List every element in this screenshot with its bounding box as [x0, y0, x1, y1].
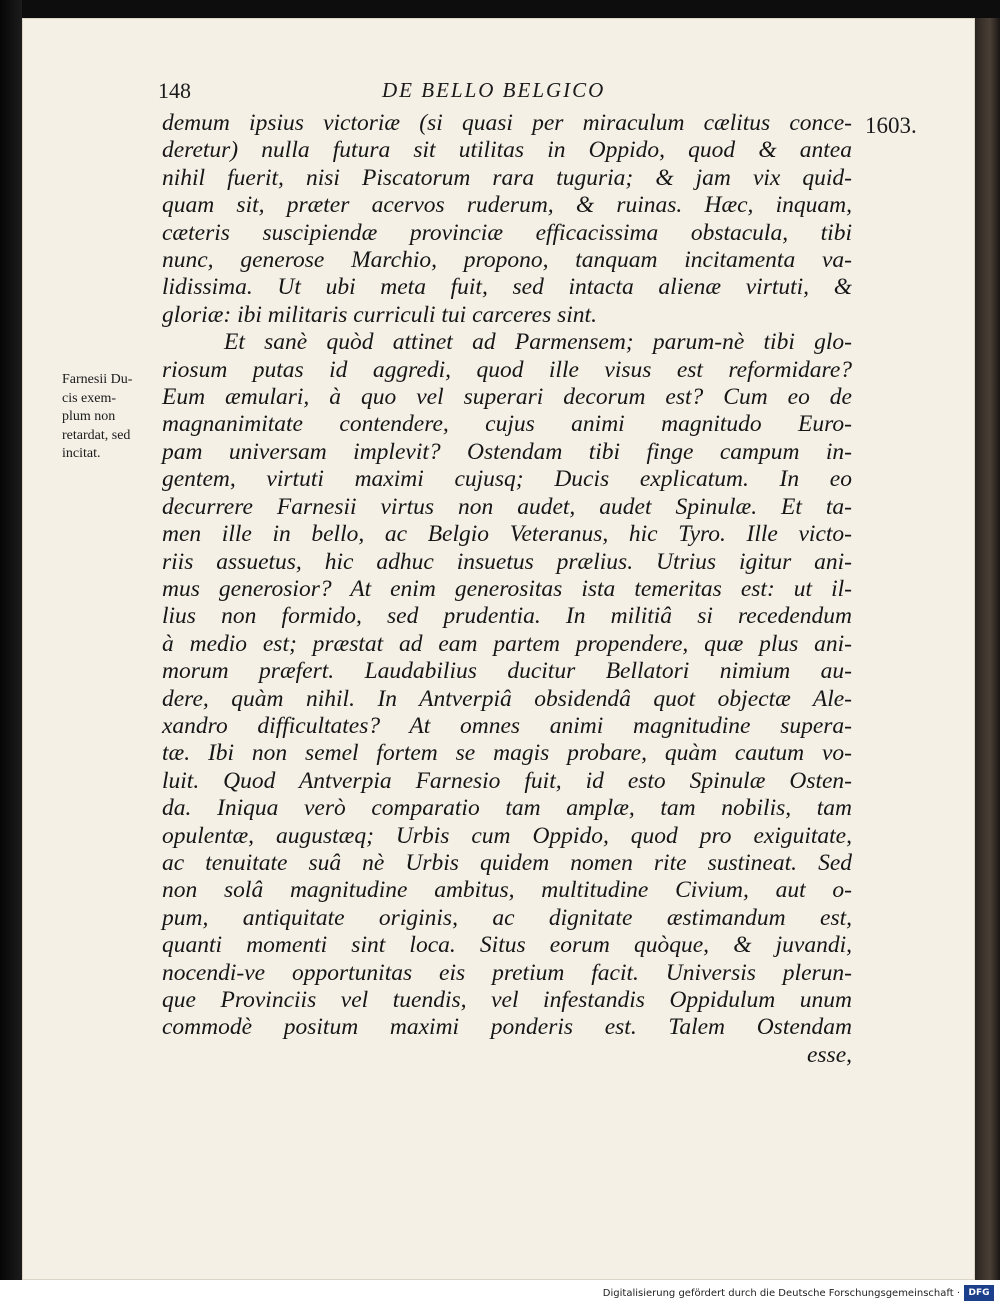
text-line: dere, quàm nihil. In Antverpiâ obsidendâ quot objectæ Ale-	[162, 685, 852, 712]
marginal-note-line: incitat.	[62, 446, 101, 461]
text-line: demum ipsius victoriæ (si quasi per miraculum cælitus conce-	[162, 110, 852, 136]
text-line: non solâ magnitudine ambitus, multitudine Civium, aut o-	[162, 877, 852, 904]
text-line: deretur) nulla futura sit utilitas in Oppido, quod & antea	[162, 137, 852, 164]
year-marginal: 1603.	[865, 113, 917, 138]
text-line: que Provinciis vel tuendis, vel infestandis Oppidulum unum	[162, 987, 852, 1013]
text-line: Et sanè quòd attinet ad Parmensem; parum-nè tibi glo-	[224, 329, 852, 356]
text-line: nunc, generose Marchio, propono, tanquam incitamenta va-	[162, 247, 852, 274]
text-line: magnanimitate contendere, cujus animi magnitudo Euro-	[162, 411, 852, 438]
dfg-logo-icon: DFG	[964, 1285, 994, 1301]
text-line: nihil fuerit, nisi Piscatorum rara tuguria; & jam vix quid-	[162, 164, 852, 191]
footer-bar	[0, 1280, 1000, 1307]
text-line: da. Iniqua verò comparatio tam amplæ, tam nobilis, tam	[162, 795, 852, 822]
marginal-note-line: plum non	[62, 409, 116, 424]
body-text	[162, 110, 852, 1069]
text-line: à medio est; præstat ad eam partem propendere, quæ plus ani-	[162, 630, 852, 657]
text-line: nocendi-ve opportunitas eis pretium facit. Universis plerun-	[162, 959, 852, 986]
book-binding-edge	[975, 18, 1000, 1280]
text-line: riis assuetus, hic adhuc insuetus prælius. Utrius igitur ani-	[162, 548, 852, 575]
marginal-note	[62, 371, 172, 464]
text-line: xandro difficultates? At omnes animi magnitudine supera-	[162, 712, 852, 739]
text-line: quanti momenti sint loca. Situs eorum quòque, & juvandi,	[162, 932, 852, 959]
text-line: ac tenuitate suâ nè Urbis quidem nomen rite sustineat. Sed	[162, 849, 852, 876]
text-line: lidissima. Ut ubi meta fuit, sed intacta alienæ virtuti, &	[162, 274, 852, 301]
text-line: lius non formido, sed prudentia. In militiâ si recedendum	[162, 603, 852, 630]
text-line: men ille in bello, ac Belgio Veteranus, hic Tyro. Ille victo-	[162, 521, 852, 548]
text-line: gentem, virtuti maximi cujusq; Ducis explicatum. In eo	[162, 466, 852, 493]
text-line: quam sit, præter acervos ruderum, & ruinas. Hæc, inquam,	[162, 192, 852, 219]
marginal-note-line: Farnesii Du-	[62, 372, 133, 387]
page-number: 148	[158, 78, 191, 103]
text-line: gloriæ: ibi militaris curriculi tui carceres sint.	[162, 301, 597, 328]
marginal-note-line: cis exem-	[62, 390, 117, 406]
text-line: pum, antiquitate originis, ac dignitate æstimandum est,	[162, 904, 852, 931]
text-line: tæ. Ibi non semel fortem se magis probare, quàm cautum vo-	[162, 740, 852, 767]
text-line: pam universam implevit? Ostendam tibi finge campum in-	[162, 438, 852, 465]
marginal-note-line: retardat, sed	[62, 427, 131, 443]
text-line: luit. Quod Antverpia Farnesio fuit, id esto Spinulæ Osten-	[162, 767, 852, 794]
text-line: commodè positum maximi ponderis est. Talem Ostendam	[162, 1014, 852, 1041]
text-line: morum præfert. Laudabilius ducitur Bellatori nimium au-	[162, 658, 852, 685]
catchword: esse,	[806, 1041, 852, 1068]
text-line: decurrere Farnesii virtus non audet, audet Spinulæ. Et ta-	[162, 493, 852, 520]
text-line: cæteris suscipiendæ provinciæ efficacissima obstacula, tibi	[162, 219, 852, 246]
text-line: opulentæ, augustæq; Urbis cum Oppido, quod pro exiguitate,	[162, 822, 852, 849]
running-head: DE BELLO BELGICO	[382, 78, 606, 102]
page-header	[22, 78, 975, 108]
funding-credit: Digitalisierung gefördert durch die Deutsche Forschungsgemeinschaft ·	[602, 1288, 960, 1299]
book-page	[22, 18, 975, 1280]
text-line: Eum æmulari, à quo vel superari decorum est? Cum eo de	[162, 384, 852, 411]
scan-left-edge	[0, 0, 22, 1280]
text-line: mus generosior? At enim generositas ista temeritas est: ut il-	[162, 575, 852, 602]
text-line: riosum putas id aggredi, quod ille visus est reformidare?	[162, 356, 852, 383]
